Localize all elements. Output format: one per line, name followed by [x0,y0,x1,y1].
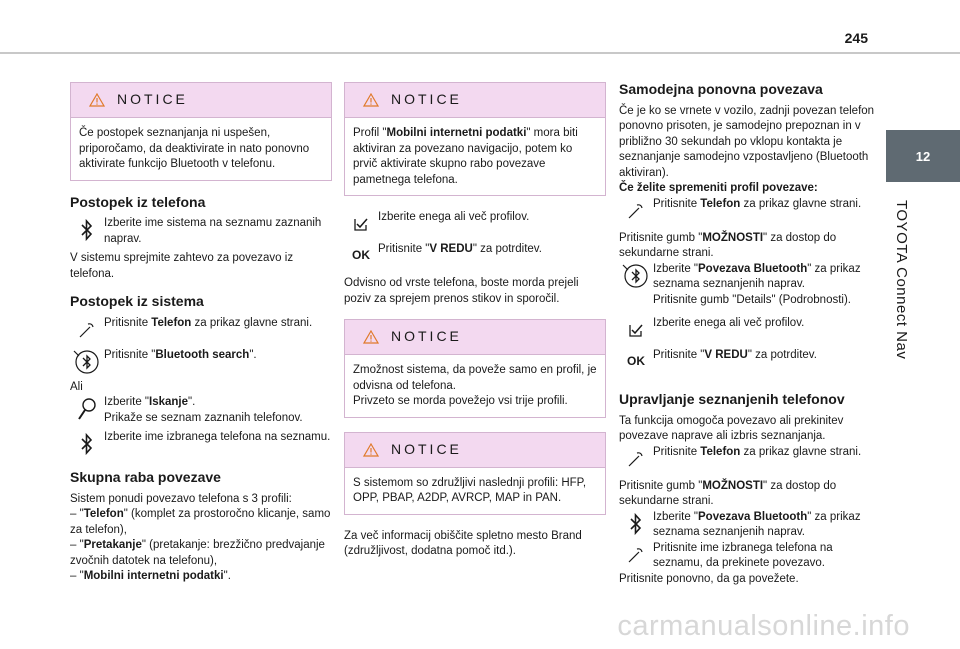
notice-box [344,82,606,196]
paragraph: Odvisno od vrste telefona, boste morda prejeli poziv za sprejem prenos stikov in sporočil. [344,277,579,305]
column-3 [619,82,881,587]
paragraph: Pritisnite gumb "MOŽNOSTI" za dostop do sekundarne strani. [619,479,837,507]
bluetooth-icon [630,512,642,536]
section-heading: Postopek iz telefona [70,193,206,210]
checkbox-icon [353,216,369,232]
page-number: 245 [844,30,868,46]
step: Izberite "Povezava Bluetooth" za prikaz seznama seznanjenih naprav. Pritisnite gumb "Details" (Podrobnosti). [619,262,881,309]
bluetooth-search-icon [73,348,101,376]
ok-icon: OK [352,248,370,263]
notice-title: NOTICE [117,91,188,108]
step: Izberite enega ali več profilov. [344,210,606,238]
list-item: – "Mobilni internetni podatki". [70,570,231,582]
section-heading: Upravljanje seznanjenih telefonov [619,391,845,407]
paragraph: Sistem ponudi povezavo telefona s 3 profili: [70,492,292,505]
step: OK Pritisnite "V REDU" za potrditev. [619,348,881,376]
notice-text: S sistemom so združljivi naslednji profili: HFP, OPP, PBAP, A2DP, AVRCP, MAP in PAN. [345,468,605,514]
warning-icon [363,443,379,457]
list-item: – "Telefon" (komplet za prostoročno klicanje, samo za telefon), [70,508,331,536]
touch-icon [627,202,645,220]
notice-text: Profil "Mobilni internetni podatki" mora biti aktiviran za povezano navigacijo, potem ko prvič aktivirate skupno rabo povezave pametnega telefona. [345,118,605,195]
notice-title: NOTICE [391,328,462,345]
step: Pritisnite ime izbranega telefona na seznamu, da prekinete povezavo. [619,541,881,572]
step: Izberite ime sistema na seznamu zaznanih naprav. [70,216,332,247]
bluetooth-icon [81,218,93,242]
step: Pritisnite Telefon za prikaz glavne strani. [70,316,332,344]
paragraph: Pritisnite gumb "MOŽNOSTI" za dostop do sekundarne strani. [619,231,837,259]
touch-icon [627,450,645,468]
paragraph: Če želite spremeniti profil povezave: [619,182,818,194]
step: Pritisnite Telefon za prikaz glavne strani. [619,197,881,225]
step: Izberite enega ali več profilov. [619,316,881,344]
warning-icon [89,93,105,107]
notice-text: Če postopek seznanjanja ni uspešen, priporočamo, da deaktivirate in nato ponovno aktivirate funkcijo Bluetooth v telefonu. [71,118,331,180]
column-2 [344,82,606,566]
step: Izberite "Iskanje". Prikaže se seznam zaznanih telefonov. [70,395,332,426]
watermark: carmanualsonline.info [617,610,910,642]
paragraph: Za več informacij obiščite spletno mesto Brand (združljivost, dodatna pomoč itd.). [344,529,582,557]
section-heading: Samodejna ponovna povezava [619,81,823,97]
chapter-title: TOYOTA Connect Nav [893,200,910,360]
chapter-tab[interactable]: 12 [886,130,960,182]
ok-icon: OK [627,354,645,369]
top-rule [0,52,960,54]
paragraph: V sistemu sprejmite zahtevo za povezavo iz telefona. [70,252,294,280]
step: Pritisnite Telefon za prikaz glavne strani. [619,445,881,473]
paragraph: Pritisnite ponovno, da ga povežete. [619,572,799,585]
paragraph: Če je ko se vrnete v vozilo, zadnji povezan telefon ponovno prisoten, je samodejno prepoznan in v približno 30 sekundah po vklopu kontakta je seznanjanje samodejno vzpostavljeno (Bluetooth aktiviran). [619,104,875,179]
warning-icon [363,330,379,344]
notice-box [70,82,332,181]
step: Izberite "Povezava Bluetooth" za prikaz seznama seznanjenih naprav. [619,510,881,541]
touch-icon [627,546,645,564]
notice-text: Zmožnost sistema, da poveže samo en profil, je odvisna od telefona. Privzeto se morda povežejo vsi trije profili. [345,355,605,417]
column-1 [70,82,332,585]
bluetooth-search-icon [622,262,650,290]
touch-icon [78,321,96,339]
paragraph: Ta funkcija omogoča povezavo ali prekinitev povezave naprave ali izbris seznanjanja. [619,414,844,442]
step: Pritisnite "Bluetooth search". [70,348,332,376]
list-item: – "Pretakanje" (pretakanje: brezžično predvajanje zvočnih datotek na telefonu), [70,539,325,567]
checkbox-icon [628,322,644,338]
notice-title: NOTICE [391,440,462,457]
search-icon [77,397,97,421]
notice-title: NOTICE [391,91,462,108]
paragraph: Ali [70,380,83,393]
section-heading: Postopek iz sistema [70,293,204,309]
step: OK Pritisnite "V REDU" za potrditev. [344,242,606,270]
section-heading: Skupna raba povezave [70,469,221,485]
step: Izberite ime izbranega telefona na seznamu. [70,430,332,458]
notice-box [344,319,606,418]
bluetooth-icon [81,432,93,456]
notice-box [344,432,606,515]
warning-icon [363,93,379,107]
